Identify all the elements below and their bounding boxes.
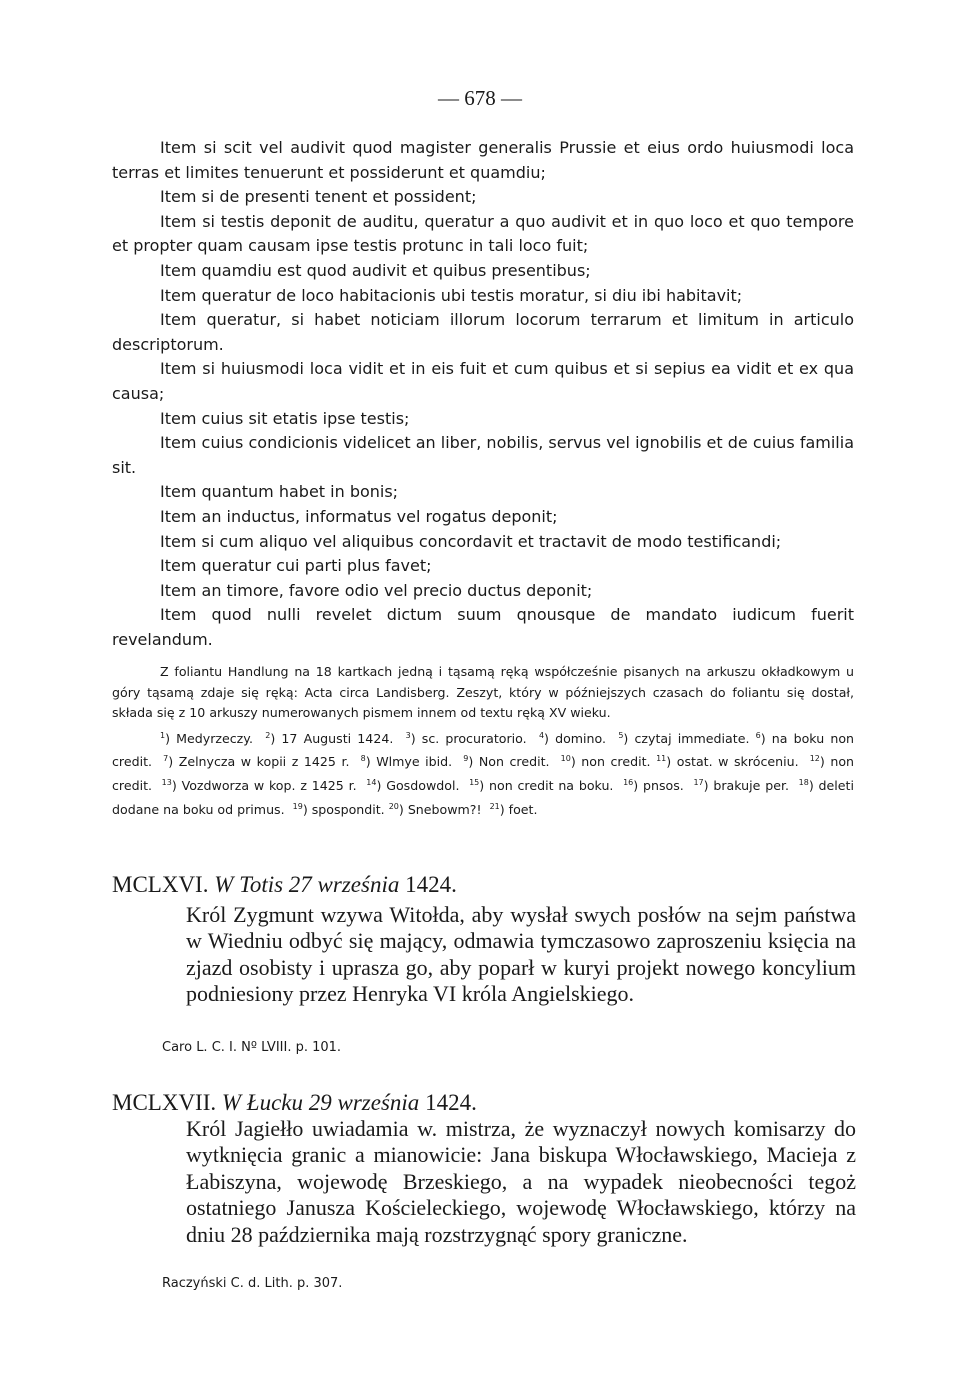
entry-summary: Król Zygmunt wzywa Witołda, aby wysłał swych posłów na sejm państwa w Wiedniu odbyć się mający, odmawia tymczasowo zaproszeniu księcia na zjazd osobisty i uprasza go, aby poparł w kuryi projekt nowego koncylium podniesiony przez Henryka VI króla Angielskiego. <box>186 902 856 1007</box>
footnotes <box>112 726 854 821</box>
footnote: $^2$) 17 Augusti 1424. <box>265 730 394 746</box>
item-paragraph: Item si huiusmodi loca vidit et in eis fuit et cum quibus et si sepius ea vidit et ex qua causa; <box>112 359 854 403</box>
footnote: $^{19}$) spospondit. <box>292 801 385 817</box>
item-paragraph: Item cuius sit etatis ipse testis; <box>160 408 410 428</box>
item-paragraph: Item queratur cui parti plus favet; <box>160 556 432 576</box>
footnote: $^{18}$) deleti dodane na boku od primus. <box>112 777 854 817</box>
footnote: $^{13}$) Vozdworza w kop. z 1425 r. <box>161 777 357 794</box>
footnote: $^5$) czytaj immediate. <box>618 730 750 746</box>
footnote: $^{14}$) Gosdowdol. <box>366 777 460 794</box>
entry-source: Caro L. C. I. Nº LVIII. p. 101. <box>162 1040 342 1055</box>
footnote: $^9$) Non credit. <box>463 754 550 770</box>
entry-place-date: W Totis 27 września <box>214 872 400 897</box>
footnote: $^6$) na boku non credit. <box>112 730 855 770</box>
footnote: $^{16}$) pnsos. <box>623 777 684 794</box>
entry-summary: Król Jagiełło uwiadamia w. mistrza, że wyznaczył nowych komisarzy do wytknięcia granic a mianowicie: Jana biskupa Włocławskiego, Macieja z Łabiszyna, wojewodę Brzeskiego, a na wypadek nieobecności tegoż ostatniego Janusza Kościeleckiego, wojewodę Włocławskiego, którzy na dniu 28 października mają rozstrzygnąć spory graniczne. <box>186 1116 856 1247</box>
footnote: $^{17}$) brakuje per. <box>693 777 789 794</box>
footnote: $^{11}$) ostat. w skróceniu. <box>656 754 799 770</box>
item-paragraph: Item an inductus, informatus vel rogatus deponit; <box>160 506 558 526</box>
entry-source: Raczyński C. d. Lith. p. 307. <box>162 1276 343 1291</box>
item-paragraph: Item quod nulli revelet dictum suum qnousque de mandato iudicum fuerit revelandum. <box>112 605 854 649</box>
item-paragraph: Item quamdiu est quod audivit et quibus presentibus; <box>160 260 591 280</box>
footnote: $^3$) sc. procuratorio. <box>405 730 527 746</box>
entry-year: 1424. <box>425 1090 477 1115</box>
item-paragraph: Item queratur de loco habitacionis ubi testis moratur, si diu ibi habitavit; <box>160 285 743 305</box>
entry-heading <box>112 872 872 898</box>
footnote: $^1$) Medyrzeczy. <box>160 730 253 746</box>
source-note: Z foliantu Handlung na 18 kartkach jedną i tąsamą ręką współcześnie pisanych na arkuszu okładkowym u góry tąsamą zdaje się ręką: Acta circa Landisberg. Zeszyt, który w późniejszych czasach do foliantu się dostał, składa się z 10 arkuszy numerowanych pismem innem od textu ręką XV wieku. <box>112 664 854 720</box>
page-number: — 678 — <box>438 86 522 110</box>
item-list <box>112 136 854 652</box>
footnote: $^7$) Zelnycza w kopii z 1425 r. <box>163 754 350 770</box>
item-paragraph: Item quantum habet in bonis; <box>160 482 399 502</box>
editorial-notes <box>112 662 854 820</box>
entry-number: MCLXVII. <box>112 1090 217 1115</box>
footnote: $^{15}$) non credit na boku. <box>469 777 614 794</box>
footnote: $^{20}$) Snebowm?! <box>388 801 482 817</box>
item-paragraph: Item si cum aliquo vel aliquibus concordavit et tractavit de modo testificandi; <box>160 531 782 551</box>
item-paragraph: Item si de presenti tenent et possident; <box>160 187 477 207</box>
item-paragraph: Item si scit vel audivit quod magister generalis Prussie et eius ordo huiusmodi loca terras et limites tenuerunt et possiderunt et quamdiu; <box>112 138 854 182</box>
item-paragraph: Item cuius condicionis videlicet an liber, nobilis, servus vel ignobilis et de cuius familia sit. <box>112 433 854 477</box>
entry-year: 1424. <box>405 872 457 897</box>
footnote: $^8$) Wlmye ibid. <box>360 754 453 770</box>
footnote: $^4$) domino. <box>538 730 607 746</box>
entry-number: MCLXVI. <box>112 872 209 897</box>
footnote: $^{12}$) non credit. <box>112 754 855 794</box>
item-paragraph: Item an timore, favore odio vel precio ductus deponit; <box>160 580 593 600</box>
footnote: $^{10}$) non credit. <box>560 754 651 770</box>
footnote: $^{21}$) foet. <box>489 801 538 817</box>
item-paragraph: Item queratur, si habet noticiam illorum locorum terrarum et limitum in articulo descriptorum. <box>112 310 854 354</box>
item-paragraph: Item si testis deponit de auditu, queratur a quo audivit et in quo loco et quo tempore et propter quam causam ipse testis protunc in tali loco fuit; <box>112 211 854 256</box>
entry-heading <box>112 1090 872 1116</box>
entry-place-date: W Łucku 29 września <box>221 1090 420 1115</box>
